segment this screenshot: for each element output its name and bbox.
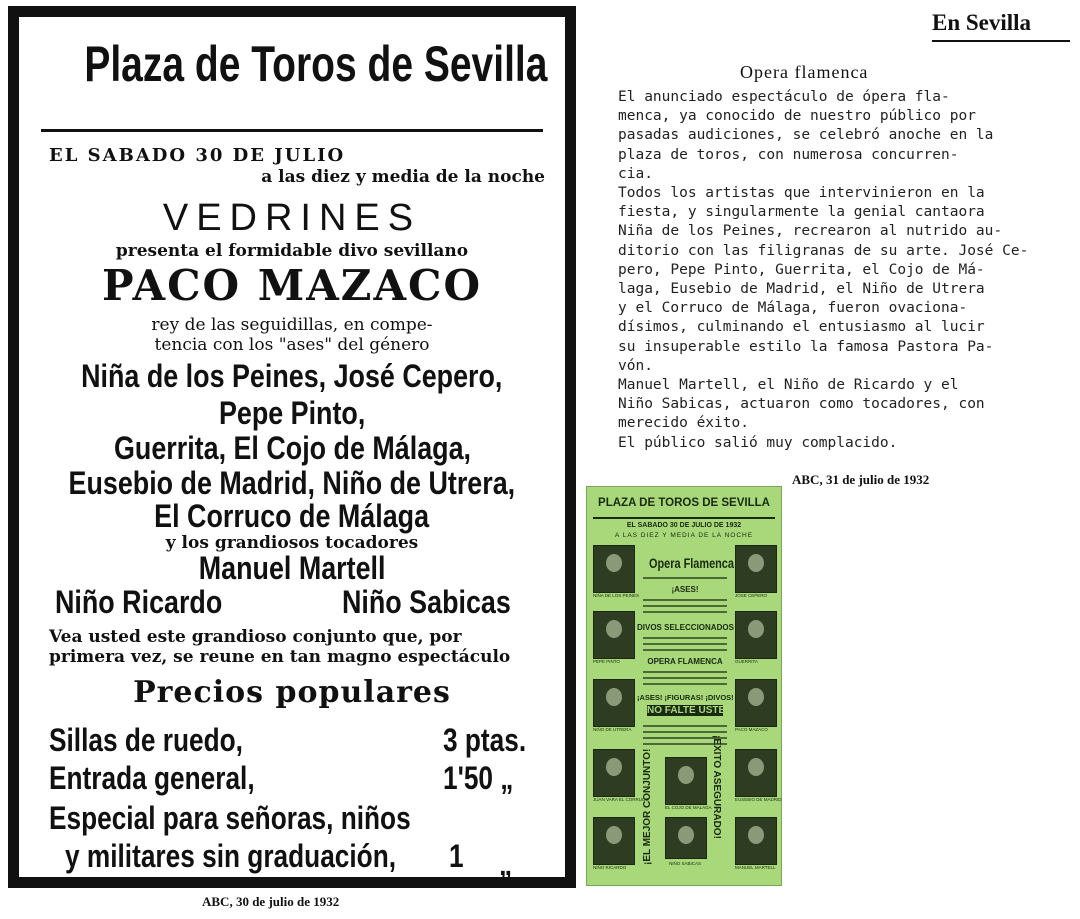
article-line: Niña de los Peines, recrearon al nutrido au- [618, 223, 1003, 240]
poster-time: A LAS DIEZ Y MEDIA DE LA NOCHE [614, 532, 754, 539]
ad-artists-5: El Corruco de Málaga [154, 498, 430, 534]
photo-caption: NIÑO SABICAS [669, 861, 702, 866]
ad-desc-2: tencia con los "ases" del género [154, 335, 430, 355]
artist-photo [593, 679, 635, 727]
fine-print-line [643, 605, 727, 607]
ad-time: a las diez y media de la noche [261, 167, 545, 187]
ad-date: EL SABADO 30 DE JULIO [49, 145, 346, 166]
price-4-label: y militares sin graduación, [65, 838, 397, 874]
ad-frame [17, 15, 567, 882]
poster-vertical-right: ¡EXITO ASEGURADO! [711, 735, 722, 839]
article-line: pasadas audiciones, se celebró anoche en la [618, 127, 994, 144]
fine-print-line [643, 599, 727, 601]
artist-photo [593, 545, 635, 593]
ad-guitarist-1: Manuel Martell [198, 550, 386, 586]
article-line: El anunciado espectáculo de ópera fla- [618, 89, 950, 105]
ad-prices-heading: Precios populares [133, 675, 451, 710]
ad-star: PACO MAZACO [101, 261, 483, 310]
poster-opera: OPERA FLAMENCA [647, 657, 723, 666]
article-line: cia. [618, 165, 653, 182]
price-4-value: 1 [449, 838, 464, 874]
article-line: laga, Eusebio de Madrid, el Niño de Utrera [618, 281, 985, 298]
poster-vertical-left: ¡EL MEJOR CONJUNTO! [642, 748, 653, 865]
poster-ases: ¡ASES! [671, 585, 699, 594]
artist-photo [665, 817, 707, 859]
photo-caption: NIÑO RICARDO [593, 865, 627, 870]
poster-date: EL SABADO 30 DE JULIO DE 1932 [626, 522, 742, 529]
fine-print-line [643, 649, 727, 651]
price-1-value: 3 ptas. [443, 722, 527, 758]
photo-caption: JOSE CEPERO [735, 593, 768, 598]
article-line: pero, Pepe Pinto, Guerrita, el Cojo de Má- [618, 261, 985, 278]
article-line: Niño Sabicas, actuaron como tocadores, con [618, 396, 985, 413]
photo-caption: NIÑA DE LOS PEINES [593, 593, 640, 598]
ad-divider [41, 129, 543, 132]
fine-print-line [643, 725, 727, 727]
ad-invite-2: primera vez, se reune en tan magno espectáculo [49, 647, 511, 667]
ad-desc-1: rey de las seguidillas, en compe- [151, 315, 433, 335]
ad-impresario: VEDRINES [162, 197, 422, 239]
photo-caption: MANUEL MARTELL [735, 865, 776, 870]
poster-title: PLAZA DE TOROS DE SEVILLA [598, 497, 770, 509]
artist-photo [735, 749, 777, 797]
price-2-value: 1'50 „ [443, 760, 514, 796]
fine-print-line [643, 637, 727, 639]
artist-photo [665, 757, 707, 805]
artist-photo [735, 817, 777, 865]
article-line: menca, ya conocido de nuestro público por [618, 108, 976, 125]
poster-no-falte: NO FALTE USTED [647, 705, 733, 716]
photo-caption: EUSEBIO DE MADRID [735, 797, 782, 802]
artist-photo [593, 611, 635, 659]
price-1-label: Sillas de ruedo, [49, 722, 243, 758]
ad-guitarists-intro: y los grandiosos tocadores [165, 533, 419, 553]
ad-invite-1: Vea usted este grandioso conjunto que, por [49, 627, 462, 647]
ad-guitarist-2: Niño Ricardo [55, 584, 223, 620]
article-line: plaza de toros, con numerosa concurren- [618, 146, 959, 163]
article-line: dísimos, culminando el entusiasmo al lucir [618, 319, 985, 336]
fine-print-line [643, 731, 727, 733]
article-line: vón. [618, 357, 653, 374]
ad-artists-4: Eusebio de Madrid, Niño de Utrera, [68, 465, 516, 501]
photo-caption: PACO MAZACO [735, 727, 768, 732]
artist-photo [735, 679, 777, 727]
poster-rule [593, 517, 775, 519]
fine-print-line [643, 677, 727, 679]
section-rule [932, 40, 1070, 42]
newspaper-ad [8, 6, 576, 888]
article-line: y el Corruco de Málaga, fueron ovaciona- [618, 300, 968, 317]
ad-artists-2: Pepe Pinto, [218, 395, 366, 431]
article-line: fiesta, y singularmente la genial cantaora [618, 204, 985, 221]
article-caption: ABC, 31 de julio de 1932 [792, 472, 930, 487]
green-poster [586, 486, 782, 886]
article-title: Opera flamenca [740, 62, 869, 82]
price-3-label: Especial para señoras, niños [49, 800, 411, 836]
ad-title: Plaza de Toros de Sevilla [84, 36, 548, 92]
fine-print-line [643, 577, 727, 579]
poster-show-title: Opera Flamenca [648, 555, 734, 571]
price-4-ditto: „ [499, 846, 513, 882]
article-line: Manuel Martell, el Niño de Ricardo y el [618, 377, 959, 394]
photo-caption: JUAN VARA EL CORRUCO [593, 797, 649, 802]
ad-caption: ABC, 30 de julio de 1932 [202, 894, 340, 909]
section-header: En Sevilla [932, 10, 1032, 35]
artist-photo [593, 817, 635, 865]
photo-caption: NIÑO DE UTRERA [593, 727, 632, 732]
fine-print-line [643, 643, 727, 645]
artist-photo [735, 611, 777, 659]
ad-artists-3: Guerrita, El Cojo de Málaga, [113, 430, 471, 466]
artist-photo [593, 749, 635, 797]
photo-caption: EL COJO DE MALAGA [665, 805, 712, 810]
poster-figuras: ¡ASES! ¡FIGURAS! ¡DIVOS! [637, 693, 734, 702]
ad-artists-1: Niña de los Peines, José Cepero, [81, 358, 503, 394]
article-body [618, 88, 1073, 453]
ad-presents: presenta el formidable divo sevillano [115, 241, 469, 261]
fine-print-line [643, 611, 727, 613]
artist-photo [735, 545, 777, 593]
article-line: su insuperable estilo la famosa Pastora Pa- [618, 338, 994, 355]
article-line: El público salió muy complacido. [618, 434, 898, 451]
fine-print-line [643, 683, 727, 685]
poster-divos: DIVOS SELECCIONADOS [637, 623, 734, 632]
article-line: merecido éxito. [618, 415, 749, 432]
photo-caption: GUERRITA [735, 659, 758, 664]
fine-print-line [643, 671, 727, 673]
price-2-label: Entrada general, [49, 760, 255, 796]
photo-caption: PEPE PINTO [593, 659, 620, 664]
ad-guitarist-3: Niño Sabicas [342, 584, 511, 620]
article-line: ditorio con las filigranas de su arte. José Ce- [618, 242, 1029, 259]
article-line: Todos los artistas que intervinieron en la [618, 185, 985, 202]
